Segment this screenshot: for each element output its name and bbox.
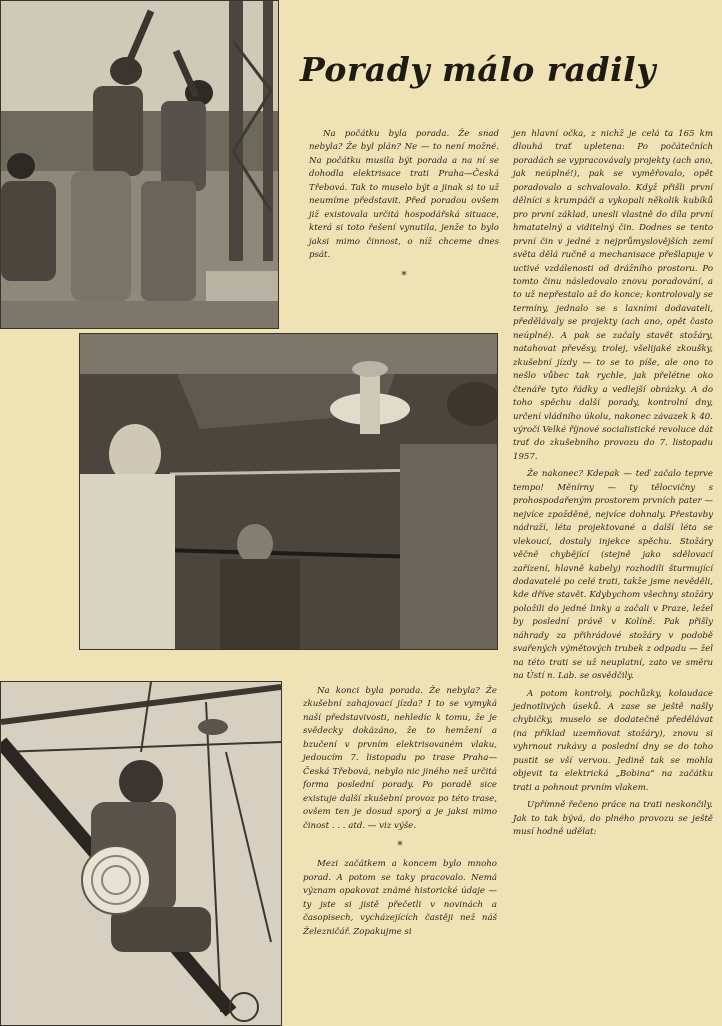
photo-insulator-mounting [79, 333, 498, 650]
section-divider-star: * [401, 268, 407, 282]
article-column-right [513, 128, 713, 840]
paragraph-intro: Na počátku byla porada. Že snad nebyla? Že byl plán? Ne — to není možné. Na počátku musila být porada a na ní se dohodla elektrisace trati Praha—Česká Třebová. Tak to muselo být a jinak si to už neumíme představit. Před poradou ovšem již existovala určitá hospodářská situace, která si toto řešení vynutila, jenže to bylo jaksi mimo činnost, o níž chceme dnes psát. [309, 129, 499, 261]
paragraph-between: Mezi začátkem a koncem bylo mnoho porad. A potom se taky pracovalo. Nemá význam opakovat známé historické údaje — ty jste si jistě přečetli v novinách a časopisech, vycházejících častěji než náš Železničář. Zopakujme si [303, 859, 497, 937]
section-divider-star-2: * [397, 838, 403, 852]
article-column-2 [303, 685, 497, 939]
photo-worker-catenary [0, 681, 282, 1026]
workers-mounting-insulator-photo [80, 334, 497, 649]
paragraph-controls: A potom kontroly, pochůzky, kolaudace jednotlivých úseků. A zase se ještě našly chybičky, muselo se dodatečně předělávat (na příklad uzemňovat stožáry), znovu si vyhrnout rukávy a poslední dny se do toho pustit se vší vervou. Jedině tak se mohla objevit ta elektrická „Bobina“ na začátku trati a pohnout prvním vlakem. [513, 688, 713, 793]
paragraph-conclusion: Upřímně řečeno práce na trati neskončily. Jak to tak bývá, do plného provozu se ještě musí hodně udělat: [513, 800, 713, 838]
paragraph-end-meeting: Na konci byla porada. Že nebyla? Že zkušební zahajovací jízda? I to se vymyká naší představivosti, nehledíc k tomu, že je svědecky dokázáno, že to hemžení a bzučení v prvním elektrisovaném vlaku, jedoucím 7. listopadu po trase Praha—Česká Třebová, nebylo nic jiného než určitá forma poslední porady. Po poradě sice existuje další zkušební provoz po této trase, ovšem ten je dosud sporý a je jaksi mimo činost . . . atd. — viz výše. [303, 686, 497, 831]
photo-workers-pylon [0, 0, 279, 329]
paragraph-tempo: Že nakonec? Kdepak — teď začalo teprve tempo! Měnírny — ty tělocvičny s prohospodařeným prostorem prvních pater — nejvíce zpožděné, nejvíce dohnaly. Přestavby nádraží, léta projektované a další léta se vlekoucí, dostaly injekce spěchu. Stožáry věčně chybějící (stejně jako sdělovací zařízení, hlavně kabely) rozhodili šturmující dodavatelé po celé trati, takže jsme nevěděli, kde dříve stavět. Kdybychom všechny stožáry položili do jedné linky a začali v Praze, ležel by poslední právě v Kolíně. Pak přišly náhrady za přihrádové stožáry v podobě svařených výmětových trubek z odpadu — žel na této trati se už neuplatní, zato ve směru na Ústí n. Lab. se osvědčily. [513, 469, 713, 682]
workers-climbing-pylon-photo [1, 1, 278, 328]
worker-on-catenary-photo [1, 682, 281, 1025]
article-column-1 [309, 128, 499, 288]
page-title: Porady málo radily [300, 50, 656, 89]
paragraph-continued: jen hlavní očka, z nichž je celá ta 165 km dlouhá trať upletena: Po počátečních poradách se vypracovávaly projekty (ach ano, jak neúplné!), pak se vyměřovalo, opět poradovalo a schvalovalo. Když přišli první dělníci s krumpáči a vykopali několik kubíků pro první základ, unesli vlastně do díla první hmatatelný a viditelný čin. Dodnes se tento první čin v jedné z nejprůmyslovějších zemí světa dělá ručně a mechanisace přešlapuje v uctivé vzdálenosti od drážního prostoru. Po tomto činu následovalo znovu poradování, a to už nepřestalo až do konce; kontrolovaly se termíny, jednalo se s laxními dodavateli, předělávaly se projekty (ach ano, opět často neúplné). A pak se začaly stavět stožáry, natahovat převěsy, trolej, všelijaké zkoušky, zkušební jízdy — to se to píše, ale ono to nešlo vůbec tak rychle, jak přelétne oko čtenáře tyto řádky a vedlejší obrázky. A do toho spěchu další porady, kontrolní dny, určení vládního úkolu, nakonec závazek k 40. výročí Velké říjnové socialistické revoluce dát trať do zkušebního provozu do 7. listopadu 1957. [513, 129, 713, 462]
